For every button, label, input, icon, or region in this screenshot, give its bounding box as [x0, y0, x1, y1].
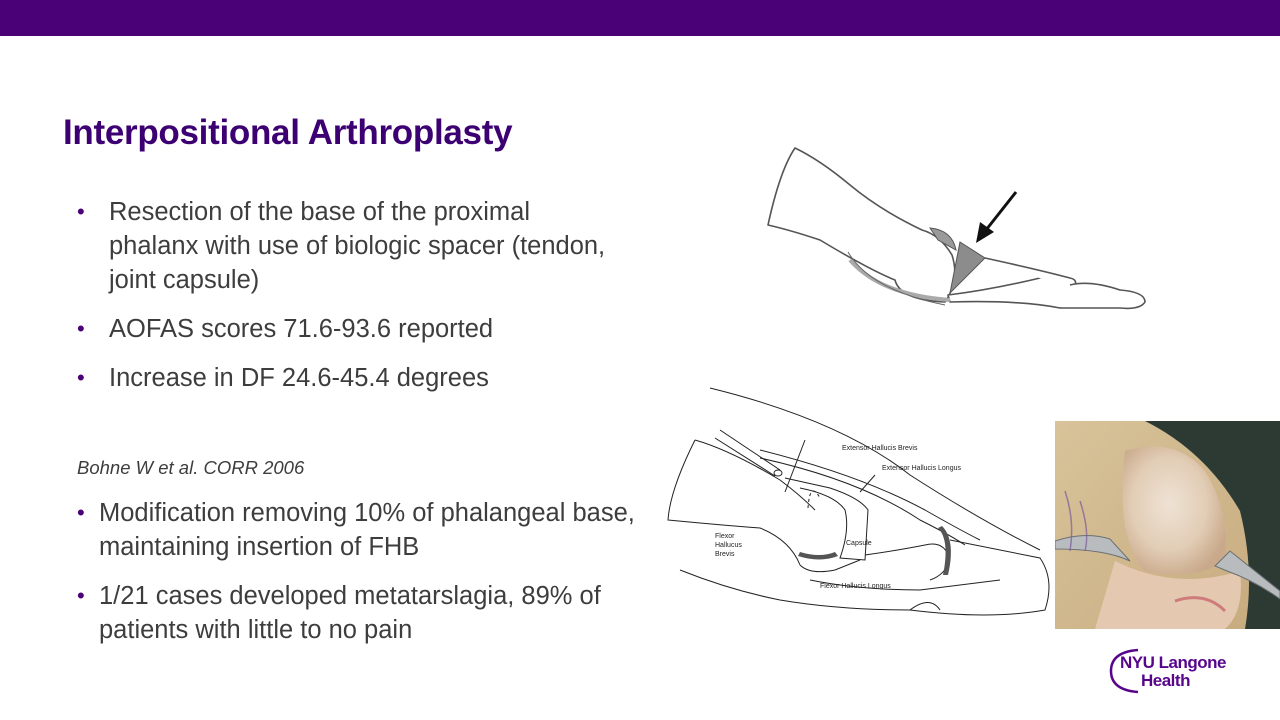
- nyu-langone-logo: [1108, 647, 1228, 695]
- bullet-item: [77, 195, 617, 297]
- bullet-item: [77, 496, 637, 564]
- bullet-text: Resection of the base of the proximal phalanx with use of biologic spacer (tendon, joint capsule): [109, 198, 606, 294]
- logo-line-1: NYU Langone: [1120, 653, 1226, 672]
- label-ehl: Extensor Hallucis Longus: [882, 465, 961, 472]
- citation: Bohne W et al. CORR 2006: [77, 457, 305, 478]
- header-bar: [0, 0, 1280, 36]
- bullet-text: Increase in DF 24.6-45.4 degrees: [109, 364, 489, 392]
- bullet-text: AOFAS scores 71.6-93.6 reported: [109, 315, 494, 343]
- bullet-item: [77, 312, 617, 346]
- label-ehb: Extensor Hallucis Brevis: [842, 445, 918, 452]
- bullet-icon: •: [77, 199, 85, 224]
- secondary-bullet-list: [77, 496, 637, 662]
- anatomy-diagram: [660, 380, 1060, 630]
- label-fhb-3: Brevis: [715, 551, 735, 558]
- arrow-icon: [976, 192, 1016, 243]
- bullet-text: Modification removing 10% of phalangeal base, maintaining insertion of FHB: [99, 499, 635, 561]
- bullet-icon: •: [77, 365, 85, 390]
- bullet-icon: •: [77, 316, 85, 341]
- bullet-item: [77, 361, 617, 395]
- bullet-icon: •: [77, 500, 85, 525]
- bone-spacer-illustration: [760, 130, 1160, 320]
- bullet-item: [77, 579, 637, 647]
- label-fhl: Flexor Hallucis Longus: [820, 583, 891, 590]
- bullet-text: 1/21 cases developed metatarslagia, 89% of patients with little to no pain: [99, 582, 601, 644]
- label-fhb-1: Flexor: [715, 533, 735, 540]
- bullet-icon: •: [77, 583, 85, 608]
- surgical-photo: [1055, 421, 1280, 629]
- slide-title: Interpositional Arthroplasty: [63, 113, 513, 152]
- primary-bullet-list: [77, 195, 617, 410]
- label-fhb-2: Hallucus: [715, 542, 742, 549]
- label-capsule: Capsule: [846, 540, 872, 547]
- logo-line-2: Health: [1141, 671, 1190, 690]
